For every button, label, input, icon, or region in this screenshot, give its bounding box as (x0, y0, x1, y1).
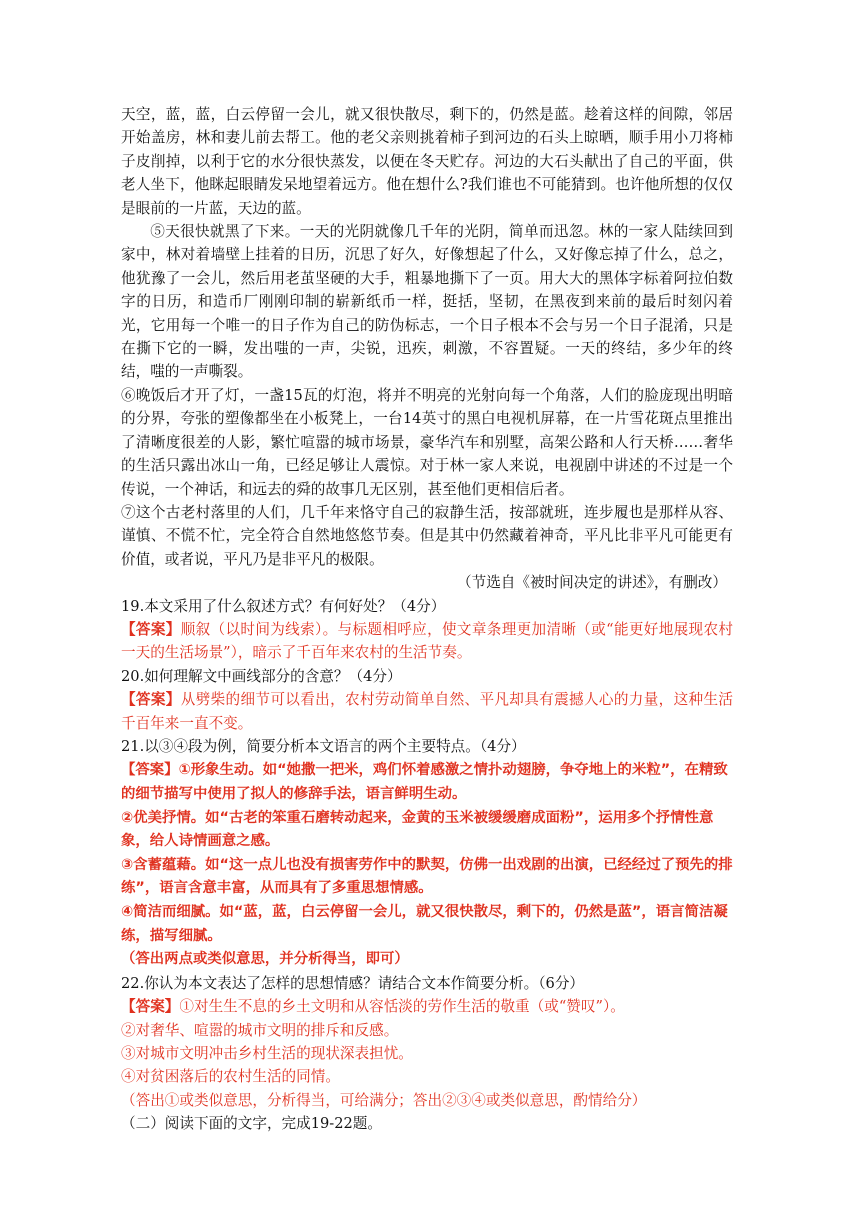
answer-22-note: （答出①或类似意思，分析得当，可给满分；答出②③④或类似意思，酌情给分） (121, 1091, 647, 1109)
answer-tag: 【答案】 (121, 620, 181, 638)
answer-tag: 【答案】 (121, 998, 180, 1016)
question-22: 22.你认为本文表达了怎样的思想情感？请结合文本作简要分析。（6分） (121, 974, 585, 992)
answer-22-item-3: ③对城市文明冲击乡村生活的现状深表担忧。 (121, 1044, 413, 1062)
passage-paragraph-5: ⑤天很快就黑了下来。一天的光阴就像几千年的光阴，简单而迅忽。林的一家人陆续回到家中，林对着墙壁上挂着的日历，沉思了好久，好像想起了什么，又好像忘掉了什么，总之，他犹豫了一会儿，然后用老茧坚硬的大手，粗暴地撕下了一页。用大大的黑体字标着阿拉伯数字的日历，和造币厂刚刚印制的崭新纸币一样，挺括，坚韧，在黑夜到来前的最后时刻闪着光，它用每一个唯一的日子作为自己的防伪标志，一个日子根本不会与另一个日子混淆，只是在撕下它的一瞬，发出嗤的一声，尖锐，迅疾，刺激，不容置疑。一天的终结，多少年的终结，嗤的一声嘶裂。 (121, 223, 733, 381)
answer-19-text: 顺叙（以时间为线索）。与标题相呼应，使文章条理更加清晰（或“能更好地展现农村一天的生活场景”），暗示了千百年来农村的生活节奏。 (121, 620, 733, 662)
question-21: 21.以③④段为例，简要分析本文语言的两个主要特点。（4分） (121, 737, 526, 755)
answer-tag: 【答案】 (121, 691, 181, 709)
passage-paragraph-4-continued: 天空，蓝，蓝，白云停留一会儿，就又很快散尽，剩下的，仍然是蓝。趁着这样的间隙，邻居开始盖房，林和妻儿前去帮工。他的老父亲则挑着柿子到河边的石头上晾晒，顺手用小刀将柿子皮削掉，以利于它的水分很快蒸发，以便在冬天贮存。河边的大石头献出了自己的平面，供老人坐下，他眯起眼睛发呆地望着远方。他在想什么?我们谁也不可能猜到。也许他所想的仅仅是眼前的一片蓝，天边的蓝。 (121, 106, 733, 217)
answer-19 (121, 618, 733, 665)
answer-21-item-3: ③含蓄蕴藉。如“这一点儿也没有损害劳作中的默契，仿佛一出戏剧的出演，已经经过了预先的排练”，语言含意丰富，从而具有了多重思想情感。 (121, 856, 733, 897)
answer-22-item-4: ④对贫困落后的农村生活的同情。 (121, 1068, 340, 1086)
answer-21-item-1: 【答案】①形象生动。如“她撒一把米，鸡们怀着感激之情扑动翅膀，争夺地上的米粒”，在精致的细节描写中使用了拟人的修辞手法，语言鲜明生动。 (121, 762, 728, 802)
passage-paragraph-7: ⑦这个古老村落里的人们，几千年来恪守自己的寂静生活，按部就班，连步履也是那样从容、谨慎、不慌不忙，完全符合自然地悠悠节奏。但是其中仍然藏着神奇，平凡比非平凡可能更有价值，或者说，平凡乃是非平凡的极限。 (121, 503, 733, 568)
answer-20 (121, 688, 733, 735)
question-19: 19.本文采用了什么叙述方式？有何好处？（4分） (121, 597, 446, 615)
answer-tag: 【答案】 (121, 762, 179, 779)
answer-21-item-2: ②优美抒情。如“古老的笨重石磨转动起来，金黄的玉米被缓缓磨成面粉”，运用多个抒情性意象，给人诗情画意之感。 (121, 809, 714, 850)
answer-21-note: （答出两点或类似意思，并分析得当，即可） (121, 951, 409, 968)
answer-20-text: 从劈柴的细节可以看出，农村劳动简单自然、平凡却具有震撼人心的力量，这种生活千百年来一直不变。 (121, 691, 733, 732)
passage-paragraph-6: ⑥晚饭后才开了灯，一盏15瓦的灯泡，将并不明亮的光射向每一个角落，人们的脸庞现出明暗的分界，夸张的塑像都坐在小板凳上，一台14英寸的黑白电视机屏幕，在一片雪花斑点里推出了清晰度很差的人影，繁忙喧嚣的城市场景，豪华汽车和别墅，高架公路和人行天桥……奢华的生活只露出冰山一角，已经足够让人震惊。对于林一家人来说，电视剧中讲述的不过是一个传说，一个神话，和远去的舜的故事几无区别，甚至他们更相信后者。 (121, 386, 733, 498)
next-section-heading: （二）阅读下面的文字，完成19-22题。 (121, 1115, 382, 1133)
answer-21-block (121, 759, 733, 971)
answer-21-item-4: ④简洁而细腻。如“蓝，蓝，白云停留一会儿，就又很快散尽，剩下的，仍然是蓝”，语言简洁凝练，描写细腻。 (121, 903, 728, 944)
question-20: 20.如何理解文中画线部分的含意？（4分） (121, 667, 402, 685)
passage-source: （节选自《被时间决定的讲述》，有删改） (457, 574, 727, 592)
document-body (121, 103, 733, 1136)
answer-22-item-2: ②对奢华、喧嚣的城市文明的排斥和反感。 (121, 1021, 399, 1039)
answer-22-item-1: 【答案】①对生生不息的乡土文明和从容恬淡的劳作生活的敬重（或“赞叹”）。 (121, 998, 625, 1016)
